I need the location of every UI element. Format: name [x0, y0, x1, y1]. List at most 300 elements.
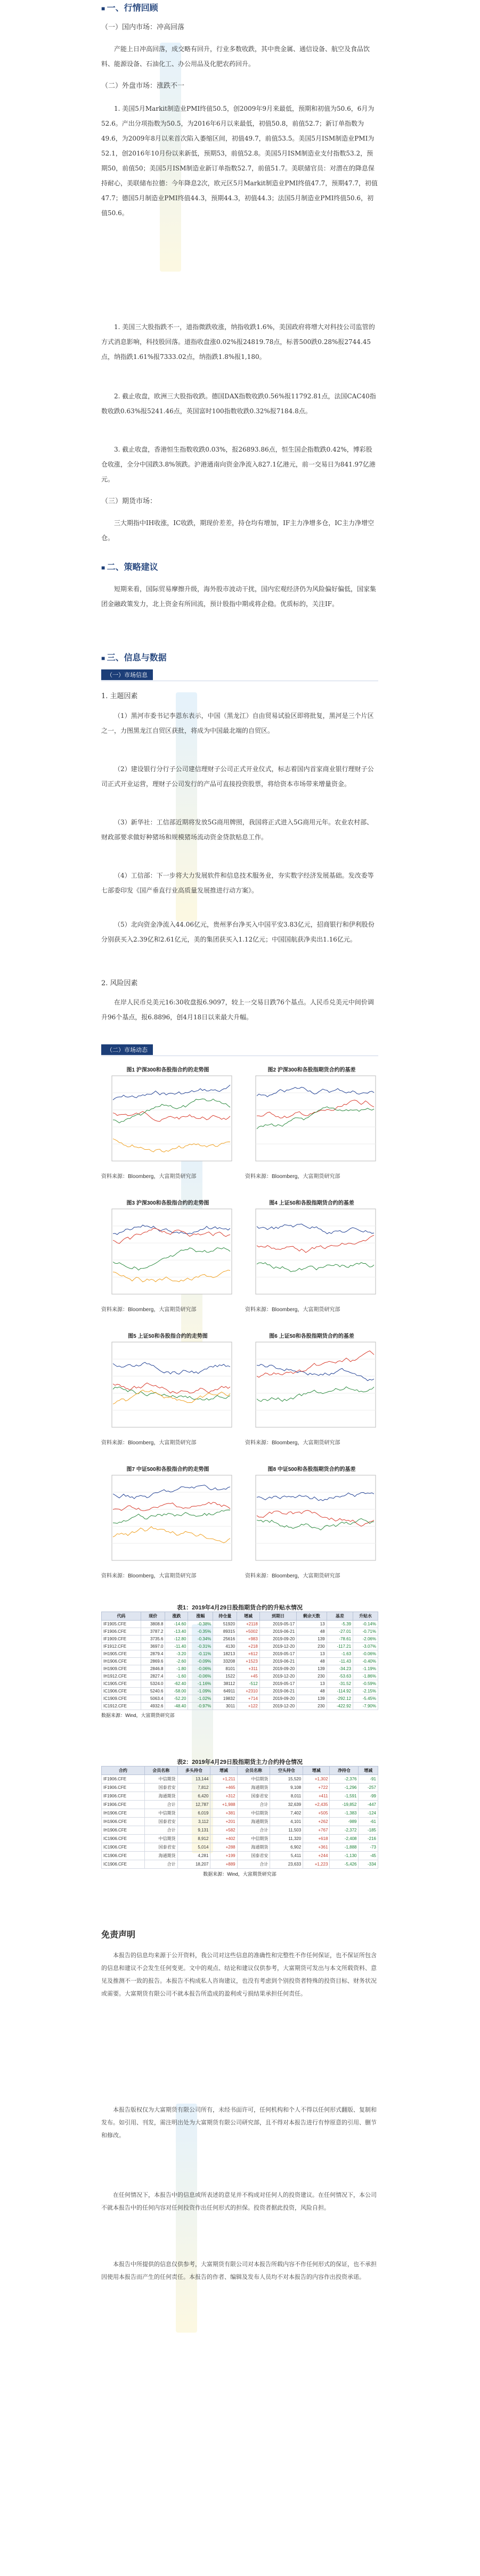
table-cell: +312: [210, 1792, 237, 1801]
table-cell: IC1906.CFE: [102, 1852, 145, 1860]
table-cell: IH1909.CFE: [102, 1665, 141, 1673]
chart: [101, 1065, 234, 1180]
table-cell: 3735.6: [141, 1635, 165, 1643]
table-row: [102, 1688, 378, 1695]
table-cell: +612: [237, 1650, 260, 1658]
chart-source: 资料来源：Bloomberg，大富期货研究部: [101, 1174, 197, 1180]
table-cell: -257: [359, 1784, 378, 1792]
table-cell: 2019-06-21: [259, 1628, 296, 1635]
table-row: [102, 1643, 378, 1650]
table-cell: 48: [297, 1688, 327, 1695]
table-row: [102, 1775, 378, 1784]
chart-title: 图7 中证500和各股指合约的走势图: [126, 1467, 209, 1473]
table-cell: 合计: [237, 1801, 270, 1809]
table1-caption: 表1：2019年4月29日股指期货合约的升贴水情况: [177, 1605, 303, 1611]
table-row: [102, 1852, 378, 1860]
subsection-bar: [101, 669, 378, 681]
table-header-cell: 空头持仓: [270, 1767, 303, 1775]
table-cell: 230: [297, 1703, 327, 1710]
table-cell: -13.40: [165, 1628, 188, 1635]
section-heading: ■ 二、策略建议: [101, 560, 378, 573]
table-cell: 18,207: [177, 1860, 210, 1869]
paragraph: 1. 美国三大股指跌不一，道指微跌收涨，纳指收跌1.6%，美国政府将增大对科技公司监管的方式消息影响，科技股回落。道指收盘涨0.02%报24819.78点，标普500跌0.28%报2744.45点，纳指跌1.61%报7333.02点，纳指跌1.8%报1,180。: [101, 323, 375, 361]
table-row: [102, 1818, 378, 1826]
table-cell: -2,372: [330, 1826, 359, 1835]
chart-source: 资料来源：Bloomberg，大富期货研究部: [101, 1573, 197, 1579]
paragraph: 3. 截止收盘，香港恒生指数收跌0.03%，报26893.86点，恒生国企指数跌0.42%，博彩股仓收涨，全分中国跌3.8%领跌。沪港通南向资金净流入827.1亿港元，前一交易日为841.97亿港元。: [101, 446, 376, 483]
table-cell: -1.09%: [188, 1688, 213, 1695]
news-item: （3）新华社：工信部近期将发放5G商用牌照，我国将正式进入5G商用元年。农业农村部、财政部要求做好种猪场和规模猪场流动资金贷款贴息工作。: [101, 819, 373, 841]
table-cell: 国泰君安: [237, 1792, 270, 1801]
table-cell: -114.92: [327, 1688, 353, 1695]
subsection-bar: [101, 1044, 378, 1056]
table-cell: -1,383: [330, 1809, 359, 1818]
table-cell: -2.15%: [353, 1688, 378, 1695]
disclaimer-paragraph: 本报告的信息均来源于公开资料，我公司对这些信息的准确性和完整性不作任何保证，也不保证所包含的信息和建议不会发生任何变更。文中的观点、结论和建议仅供参考，大富期货可发出与本文所载资料、意见及推测不一致的报告。本报告不构成私人咨询建议，也没有考虑到个别投资者特殊的投资目标、财务状况或需要。大富期货有限公司不就本报告所造成的盈利或亏损结果承担任何责任。: [101, 1952, 377, 1997]
table2-caption: 表2：2019年4月29日股指期货主力合约持仓情况: [177, 1759, 303, 1765]
table2: [101, 1766, 378, 1869]
table-cell: 9,131: [177, 1826, 210, 1835]
table-cell: -27.01: [327, 1628, 353, 1635]
table-cell: +201: [210, 1818, 237, 1826]
table-header-cell: 净持仓: [330, 1767, 359, 1775]
table-cell: -31.52: [327, 1680, 353, 1688]
chart-title: 图3 沪深300和各股指合约的走势图: [126, 1200, 209, 1206]
chart: [245, 1065, 378, 1180]
table-cell: -124: [359, 1809, 378, 1818]
table-cell: 5324.0: [141, 1680, 165, 1688]
table-cell: -3.07%: [353, 1643, 378, 1650]
table-cell: IH1906.CFE: [102, 1809, 145, 1818]
paragraph: 在岸人民币兑美元16:30收盘报6.9097，较上一交易日跌76个基点。人民币兑美元中间价调升96个基点，报6.8896，创4月18日以来最大升幅。: [101, 999, 374, 1021]
table-cell: +582: [210, 1826, 237, 1835]
table-row: [102, 1680, 378, 1688]
table-header-cell: 持仓量: [213, 1612, 237, 1621]
table-cell: 230: [297, 1673, 327, 1680]
table-cell: -52.20: [165, 1695, 188, 1703]
table-cell: 海通期货: [237, 1784, 270, 1792]
table-row: [102, 1703, 378, 1710]
chart: [245, 1465, 378, 1579]
table-cell: IH1906.CFE: [102, 1658, 141, 1665]
table-cell: 中信期货: [144, 1835, 177, 1843]
table-header-cell: 到期日: [259, 1612, 296, 1621]
table-header-cell: 涨幅: [188, 1612, 213, 1621]
table-cell: -1,888: [330, 1843, 359, 1852]
table-cell: 13: [297, 1650, 327, 1658]
chart: [101, 1465, 234, 1579]
table-cell: -7.90%: [353, 1703, 378, 1710]
table-cell: 5,411: [270, 1852, 303, 1860]
table-cell: -3.20: [165, 1650, 188, 1658]
table-cell: -19,852: [330, 1801, 359, 1809]
paragraph: 产能上日冲高回落，成交略有回升，行业多数收跌，其中贵金属、通信设备、航空及食品饮料、能源设备、石油化工、办公用品及化肥农药回升。: [101, 45, 370, 68]
table-cell: -0.71%: [353, 1628, 378, 1635]
table-cell: +767: [303, 1826, 330, 1835]
table-cell: 9,108: [270, 1784, 303, 1792]
table-cell: 2827.4: [141, 1673, 165, 1680]
table-header-cell: 升贴水: [353, 1612, 378, 1621]
table-cell: +722: [303, 1784, 330, 1792]
table-cell: 12,787: [177, 1801, 210, 1809]
table-cell: 海通期货: [237, 1843, 270, 1852]
table-cell: -99: [359, 1792, 378, 1801]
chart-plot: [245, 1073, 378, 1169]
table-cell: 3697.0: [141, 1643, 165, 1650]
table-cell: 6,420: [177, 1792, 210, 1801]
table-cell: 2846.8: [141, 1665, 165, 1673]
chart-plot: [245, 1339, 378, 1435]
table-cell: -0.31%: [188, 1643, 213, 1650]
table-cell: 11,320: [270, 1835, 303, 1843]
table-cell: -185: [359, 1826, 378, 1835]
table-cell: -0.06%: [188, 1673, 213, 1680]
table-cell: 8101: [213, 1665, 237, 1673]
table-cell: -334: [359, 1860, 378, 1869]
table-cell: +45: [237, 1673, 260, 1680]
table-cell: IC1912.CFE: [102, 1703, 141, 1710]
chart: [101, 1331, 234, 1446]
chart-source: 资料来源：Bloomberg，大富期货研究部: [245, 1440, 340, 1446]
table-header-cell: 剩余天数: [297, 1612, 327, 1621]
table-cell: +1,302: [303, 1775, 330, 1784]
table-cell: +2310: [237, 1688, 260, 1695]
table-row: [102, 1835, 378, 1843]
table-cell: 13: [297, 1621, 327, 1628]
table-row: [102, 1801, 378, 1809]
table-cell: 中信期货: [144, 1809, 177, 1818]
table-cell: 国泰君安: [144, 1784, 177, 1792]
table-cell: -73: [359, 1843, 378, 1852]
table-header-cell: 基差: [327, 1612, 353, 1621]
table-cell: 合计: [144, 1826, 177, 1835]
table-cell: IH1905.CFE: [102, 1650, 141, 1658]
table-cell: 2019-09-20: [259, 1695, 296, 1703]
table-cell: 4,281: [177, 1852, 210, 1860]
table-cell: 139: [297, 1635, 327, 1643]
table-cell: 2019-05-17: [259, 1621, 296, 1628]
chart-title: 图6 上证50和各股指期货合约的基差: [269, 1334, 354, 1339]
table-cell: 2019-09-20: [259, 1665, 296, 1673]
table-cell: 海通期货: [237, 1818, 270, 1826]
table-header-cell: 会员名称: [144, 1767, 177, 1775]
chart-plot: [101, 1073, 234, 1169]
chart-source: 资料来源：Bloomberg，大富期货研究部: [101, 1440, 197, 1446]
table-cell: IC1905.CFE: [102, 1680, 141, 1688]
table-cell: -0.35%: [188, 1628, 213, 1635]
table-row: [102, 1784, 378, 1792]
chart-title: 图1 沪深300和各股指合约的走势图: [126, 1067, 209, 1073]
table-row: [102, 1792, 378, 1801]
table-cell: 中信期货: [237, 1835, 270, 1843]
table-cell: 4,101: [270, 1818, 303, 1826]
table-cell: 3011: [213, 1703, 237, 1710]
table-cell: IF1906.CFE: [102, 1801, 145, 1809]
table-cell: IF1909.CFE: [102, 1635, 141, 1643]
table-cell: IH1906.CFE: [102, 1818, 145, 1826]
disclaimer-paragraph: 本报告中所提供的信息仅供参考，大富期货有限公司对本报告所载内容不作任何形式的保证，也不承担因使用本报告而产生的任何责任。本报告的作者、编辑及发布人员均不对本报告的内容作出投资承诺。: [101, 2261, 377, 2280]
table-cell: 2879.4: [141, 1650, 165, 1658]
table-cell: 4130: [213, 1643, 237, 1650]
table1-block: [101, 1603, 378, 1719]
chart-plot: [245, 1206, 378, 1302]
chart: [245, 1198, 378, 1313]
table-row: [102, 1695, 378, 1703]
table-cell: -989: [330, 1818, 359, 1826]
table-row: [102, 1665, 378, 1673]
table-cell: +1523: [237, 1658, 260, 1665]
table-cell: -2,376: [330, 1775, 359, 1784]
table-cell: +1,211: [210, 1775, 237, 1784]
chart-source: 资料来源：Bloomberg，大富期货研究部: [245, 1174, 340, 1180]
table-cell: 2019-05-17: [259, 1650, 296, 1658]
table-cell: 4932.6: [141, 1703, 165, 1710]
news-item: （4）工信部：下一步将大力发展软件和信息技术服务业，夯实数字经济发展基础。发改委等七部委印发《国产垂直行业高质量发展推进行动方案》。: [101, 872, 374, 894]
table-cell: IF1906.CFE: [102, 1628, 141, 1635]
table-cell: +244: [303, 1852, 330, 1860]
table-cell: 中信期货: [237, 1809, 270, 1818]
table2-source: 数据来源：Wind，大富期货研究部: [203, 1871, 276, 1877]
table-cell: +262: [303, 1818, 330, 1826]
table-cell: 11,503: [270, 1826, 303, 1835]
table-cell: +402: [210, 1835, 237, 1843]
section-heading: ■ 三、信息与数据: [101, 651, 378, 663]
chart-plot: [101, 1339, 234, 1435]
table-row: [102, 1860, 378, 1869]
chart-plot: [101, 1473, 234, 1568]
table-cell: +288: [210, 1843, 237, 1852]
table-cell: IC1906.CFE: [102, 1860, 145, 1869]
table-cell: 2019-12-20: [259, 1703, 296, 1710]
paragraph: 三大期指中IH收涨，IC收跌，期现价差差，持仓均有增加，IF主力净增多仓，IC主力净增空仓。: [101, 519, 375, 542]
table-cell: IC1906.CFE: [102, 1835, 145, 1843]
table-cell: 8,912: [177, 1835, 210, 1843]
table-cell: -1.60: [165, 1673, 188, 1680]
table-cell: 海通期货: [144, 1852, 177, 1860]
table-cell: -5.45%: [353, 1695, 378, 1703]
table-cell: IF1912.CFE: [102, 1643, 141, 1650]
chart-plot: [245, 1473, 378, 1568]
table-cell: IH1912.CFE: [102, 1673, 141, 1680]
table-cell: +361: [303, 1843, 330, 1852]
table-cell: IC1906.CFE: [102, 1688, 141, 1695]
table-row: [102, 1621, 378, 1628]
subsection-heading: （一）国内市场：冲高回落: [101, 23, 185, 31]
chart-title: 图2 沪深300和各股指期货合约的基差: [267, 1067, 356, 1073]
table-cell: 2019-09-20: [259, 1635, 296, 1643]
news-item: （1）黑河市委书记李恩东表示，中国（黑龙江）自由贸易试验区即将批复，黑河是三个片区之一，力图黑龙江自贸区获批，将成为中国最北端的自贸区。: [101, 712, 374, 734]
table-header-cell: 增减: [303, 1767, 330, 1775]
table-cell: -11.40: [165, 1643, 188, 1650]
table-cell: IF1906.CFE: [102, 1775, 145, 1784]
table-cell: 38112: [213, 1680, 237, 1688]
table-header-cell: 现价: [141, 1612, 165, 1621]
table-cell: +2118: [237, 1621, 260, 1628]
table-cell: -1.02%: [188, 1695, 213, 1703]
table-cell: 中信期货: [237, 1775, 270, 1784]
table-header-cell: 代码: [102, 1612, 141, 1621]
table-cell: 23,633: [270, 1860, 303, 1869]
table-cell: 230: [297, 1643, 327, 1650]
table-row: [102, 1673, 378, 1680]
table-cell: 7,402: [270, 1809, 303, 1818]
table-cell: +1,988: [210, 1801, 237, 1809]
table-header-cell: 涨跌: [165, 1612, 188, 1621]
table-header-cell: 增减: [237, 1612, 260, 1621]
table-cell: 3808.8: [141, 1621, 165, 1628]
table-cell: -422.92: [327, 1703, 353, 1710]
table-cell: -0.09%: [188, 1658, 213, 1665]
news-heading: 1. 主题因素: [101, 692, 138, 700]
table-cell: 25616: [213, 1635, 237, 1643]
table-cell: -512: [237, 1680, 260, 1688]
table-cell: +311: [237, 1665, 260, 1673]
table-cell: -5,426: [330, 1860, 359, 1869]
table-row: [102, 1635, 378, 1643]
table-cell: -53.63: [327, 1673, 353, 1680]
table-cell: -34.23: [327, 1665, 353, 1673]
table-cell: +465: [210, 1784, 237, 1792]
table-cell: 64911: [213, 1688, 237, 1695]
table-cell: +714: [237, 1695, 260, 1703]
chart-title: 图4 上证50和各股指期货合约的基差: [269, 1200, 354, 1206]
table-row: [102, 1628, 378, 1635]
table-row: [102, 1826, 378, 1835]
table-cell: 合计: [237, 1860, 270, 1869]
table-cell: -45: [359, 1852, 378, 1860]
table-cell: +381: [210, 1809, 237, 1818]
table-cell: -0.59%: [353, 1680, 378, 1688]
table-row: [102, 1809, 378, 1818]
risk-heading: 2. 风险因素: [101, 979, 138, 987]
table-cell: 中信期货: [144, 1775, 177, 1784]
table-cell: 15,520: [270, 1775, 303, 1784]
table-cell: 1522: [213, 1673, 237, 1680]
table-row: [102, 1650, 378, 1658]
table-cell: 33208: [213, 1658, 237, 1665]
table-cell: 2019-05-17: [259, 1680, 296, 1688]
table-cell: +5002: [237, 1628, 260, 1635]
table-cell: -58.00: [165, 1688, 188, 1695]
table-cell: -216: [359, 1835, 378, 1843]
table1-source: 数据来源：Wind，大富期货研究部: [101, 1713, 175, 1718]
table-cell: IF1906.CFE: [102, 1784, 145, 1792]
table-cell: -1,591: [330, 1792, 359, 1801]
subsection-heading: （二）外盘市场：涨跌不一: [101, 82, 185, 90]
paragraph: 1. 美国5月Markit制造业PMI终值50.5，创2009年9月来最低，预期和初值为50.6，6月为52.6。产出分项指数为50.5，为2016年6月以来最低，初值50.8，前值52.7；新订单指数为49.6，为2009年8月以来首次陷入萎缩区间，初值49.7，前值53.5。美国5月ISM制造业PMI为52.1，创2016年10月份以来新低，预期53，前值52.8。美国5月ISM制造业支付指数53.2，预期50，前值50；美国5月ISM制造业新订单指数52.7，前值51.7。美联储官员：对潜在的降息保持耐心，美联储布拉德：今年降息2次，欧元区5月Markit制造业PMI终值47.7，预期47.7，初值47.7；德国5月制造业PMI终值44.3，预期44.3，初值44.3；法国5月制造业PMI终值50.6，初值50.6。: [101, 105, 378, 217]
table-cell: +2,435: [303, 1801, 330, 1809]
chart-source: 资料来源：Bloomberg，大富期货研究部: [245, 1307, 340, 1313]
table-header-cell: 多头持仓: [177, 1767, 210, 1775]
table-cell: 5063.4: [141, 1695, 165, 1703]
table-cell: 89315: [213, 1628, 237, 1635]
news-item: （2）建设银行分行子公司建信理财子公司正式开业仪式，标志着国内首家商业银行理财子公司正式开业运营，理财子公司发行的产品可直接投资股票，将给资本市场带来增量资金。: [101, 765, 374, 788]
table-cell: -2.06%: [353, 1635, 378, 1643]
table-cell: 合计: [144, 1801, 177, 1809]
table-cell: 合计: [144, 1860, 177, 1869]
table-cell: -0.06%: [353, 1650, 378, 1658]
table-cell: +1,223: [303, 1860, 330, 1869]
table-cell: 139: [297, 1665, 327, 1673]
table-cell: 2019-12-20: [259, 1643, 296, 1650]
paragraph: 2. 截止收盘，欧洲三大股指收跌。德国DAX指数收跌0.56%报11792.81点，法国CAC40指数收跌0.63%报5241.46点，英国富时100指数收跌0.32%报7184.8点。: [101, 392, 376, 415]
table-cell: -91: [359, 1775, 378, 1784]
table-cell: IF1906.CFE: [102, 1792, 145, 1801]
table-row: [102, 1658, 378, 1665]
chart-source: 资料来源：Bloomberg，大富期货研究部: [101, 1307, 197, 1313]
table-cell: -0.11%: [188, 1650, 213, 1658]
table-cell: -78.61: [327, 1635, 353, 1643]
table-cell: 48: [297, 1628, 327, 1635]
table-cell: 海通期货: [144, 1792, 177, 1801]
table-cell: 32,639: [270, 1801, 303, 1809]
table-cell: 19832: [213, 1695, 237, 1703]
section-heading: ■ 一、行情回顾: [101, 1, 378, 13]
table-cell: -1,130: [330, 1852, 359, 1860]
table1: [101, 1612, 378, 1710]
table-cell: -0.40%: [353, 1658, 378, 1665]
table-cell: 7,812: [177, 1784, 210, 1792]
table-cell: +889: [210, 1860, 237, 1869]
subsection-tab: （一）市场信息: [101, 669, 153, 680]
table-cell: +122: [237, 1703, 260, 1710]
news-item: （5）北向资金净流入44.06亿元，贵州茅台净买入中国平安3.83亿元，招商银行和伊利股份分别获买入2.39亿和2.61亿元，美的集团获买入1.12亿元；中国国航获净卖出1.16亿元。: [101, 921, 375, 943]
chart-plot: [101, 1206, 234, 1302]
table-cell: 6,019: [177, 1809, 210, 1818]
disclaimer-title: 免责声明: [101, 1931, 136, 1940]
table-cell: +199: [210, 1852, 237, 1860]
table-cell: -0.97%: [188, 1703, 213, 1710]
table-cell: +411: [303, 1792, 330, 1801]
table-cell: -1.80: [165, 1665, 188, 1673]
table-cell: 8,011: [270, 1792, 303, 1801]
chart-source: 资料来源：Bloomberg，大富期货研究部: [245, 1573, 340, 1579]
table-cell: 国泰君安: [237, 1852, 270, 1860]
table-cell: 2869.6: [141, 1658, 165, 1665]
chart: [245, 1331, 378, 1446]
table-cell: -2.60: [165, 1658, 188, 1665]
paragraph: 短期来看，国际贸易摩擦升级，海外股市波动干扰，国内宏观经济仍为风险偏好偏低，国家集团金融政策发力，北上资金有所回流，预计股指中期或将企稳。优质标的，关注IF。: [101, 585, 377, 608]
disclaimer-paragraph: 本报告版权仅为大富期货有限公司所有，未经书面许可，任何机构和个人不得以任何形式翻版、复制和发布。如引用、刊发，需注明出处为大富期货有限公司研究部，且不得对本报告进行有悖原意的引用、删节和修改。: [101, 2106, 377, 2139]
table-cell: +505: [303, 1809, 330, 1818]
subsection-tab: （二）市场动态: [101, 1044, 153, 1055]
chart: [101, 1198, 234, 1313]
table-cell: 3,112: [177, 1818, 210, 1826]
table-cell: -0.06%: [188, 1665, 213, 1673]
table-cell: 51920: [213, 1621, 237, 1628]
table-cell: +218: [237, 1643, 260, 1650]
table-cell: -0.14%: [353, 1621, 378, 1628]
table-header-cell: 会员名称: [237, 1767, 270, 1775]
table-cell: 13: [297, 1680, 327, 1688]
table-cell: 18213: [213, 1650, 237, 1658]
table-cell: -11.43: [327, 1658, 353, 1665]
chart-title: 图5 上证50和各股指合约的走势图: [128, 1334, 208, 1339]
table-cell: 48: [297, 1658, 327, 1665]
table-cell: 合计: [237, 1826, 270, 1835]
table-cell: 13,144: [177, 1775, 210, 1784]
table-cell: -1.16%: [188, 1680, 213, 1688]
table-cell: +618: [303, 1835, 330, 1843]
table-cell: 5,014: [177, 1843, 210, 1852]
table2-block: [101, 1757, 378, 1877]
table-cell: -1.19%: [353, 1665, 378, 1673]
table-cell: -61: [359, 1818, 378, 1826]
disclaimer-paragraph: 在任何情况下，本报告中的信息或所表述的意见并不构成对任何人的投资建议。在任何情况下，本公司不就本报告中的任何内容对任何投资作出任何形式的担保。投资者据此投资，风险自担。: [101, 2191, 377, 2211]
table-cell: +983: [237, 1635, 260, 1643]
subsection-heading: （三）期货市场：: [101, 497, 157, 505]
table-cell: -2,408: [330, 1835, 359, 1843]
